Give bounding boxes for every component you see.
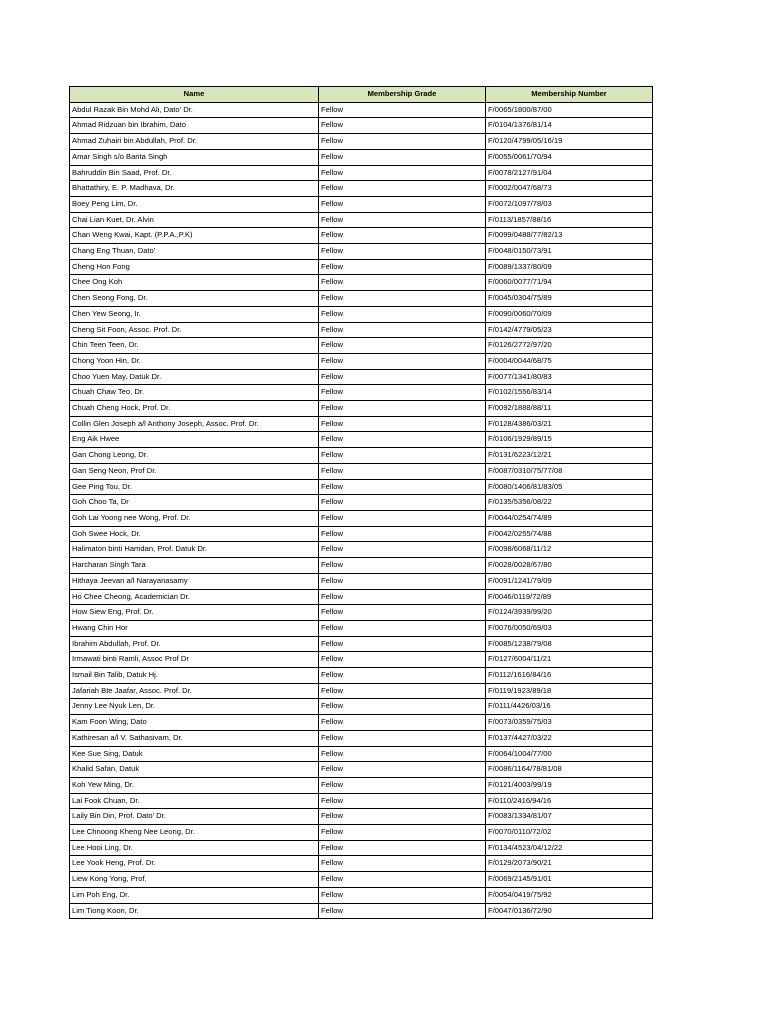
member-name-cell: Lim Poh Eng, Dr. [70,887,319,903]
table-row [70,259,653,275]
member-name-cell: Irmawati binti Ramli, Assoc Prof Dr [70,652,319,668]
membership-number-cell: F/0137/4427/03/22 [486,730,653,746]
membership-grade-cell: Fellow [319,118,486,134]
member-name-cell: Goh Swee Hock, Dr. [70,526,319,542]
member-name-cell: Liew Kong Yong, Prof. [70,872,319,888]
member-name-cell: Lee Hooi Ling, Dr. [70,840,319,856]
table-row [70,416,653,432]
table-row [70,620,653,636]
member-name-cell: Chen Yew Seong, Ir. [70,306,319,322]
membership-grade-cell: Fellow [319,432,486,448]
membership-number-cell: F/0046/0119/72/89 [486,589,653,605]
table-row [70,636,653,652]
member-name-cell: Kee Sue Sing, Datuk [70,746,319,762]
membership-number-cell: F/0054/0419/75/92 [486,887,653,903]
table-row [70,149,653,165]
table-row [70,401,653,417]
membership-number-cell: F/0042/0255/74/88 [486,526,653,542]
membership-grade-cell: Fellow [319,385,486,401]
membership-grade-cell: Fellow [319,699,486,715]
member-name-cell: Eng Aik Hwee [70,432,319,448]
membership-grade-cell: Fellow [319,275,486,291]
membership-number-cell: F/0135/5356/08/22 [486,495,653,511]
membership-grade-cell: Fellow [319,244,486,260]
membership-grade-cell: Fellow [319,510,486,526]
member-name-cell: Laily Bin Din, Prof. Dato' Dr. [70,809,319,825]
membership-number-cell: F/0126/2772/97/20 [486,338,653,354]
table-row [70,306,653,322]
membership-grade-cell: Fellow [319,181,486,197]
column-header-number: Membership Number [486,87,653,103]
table-row [70,699,653,715]
table-row [70,558,653,574]
member-name-cell: Choo Yuen May, Datuk Dr. [70,369,319,385]
member-name-cell: Chuah Chaw Teo, Dr. [70,385,319,401]
table-row [70,322,653,338]
member-name-cell: Chee Ong Koh [70,275,319,291]
membership-grade-cell: Fellow [319,652,486,668]
membership-number-cell: F/0004/0044/68/75 [486,353,653,369]
member-name-cell: Ibrahim Abdullah, Prof. Dr. [70,636,319,652]
table-row [70,165,653,181]
member-name-cell: Abdul Razak Bin Mohd Ali, Dato' Dr. [70,102,319,118]
member-name-cell: Jenny Lee Nyuk Len, Dr. [70,699,319,715]
table-row [70,134,653,150]
membership-number-cell: F/0099/0488/77/82/13 [486,228,653,244]
table-row [70,589,653,605]
member-name-cell: Cheng Sit Foon, Assoc. Prof. Dr. [70,322,319,338]
membership-grade-cell: Fellow [319,558,486,574]
table-row [70,510,653,526]
membership-number-cell: F/0072/1097/78/03 [486,196,653,212]
table-row [70,903,653,919]
table-row [70,683,653,699]
table-row [70,605,653,621]
membership-number-cell: F/0086/1164/78/81/08 [486,762,653,778]
membership-grade-cell: Fellow [319,730,486,746]
table-row [70,338,653,354]
table-row [70,244,653,260]
membership-number-cell: F/0078/2127/91/04 [486,165,653,181]
table-row [70,353,653,369]
membership-grade-cell: Fellow [319,526,486,542]
column-header-grade: Membership Grade [319,87,486,103]
table-row [70,228,653,244]
membership-number-cell: F/0083/1334/81/07 [486,809,653,825]
member-name-cell: Chong Yoon Hin, Dr. [70,353,319,369]
table-row [70,715,653,731]
membership-number-cell: F/0028/0028/67/80 [486,558,653,574]
membership-number-cell: F/0142/4779/05/23 [486,322,653,338]
membership-grade-cell: Fellow [319,463,486,479]
table-row [70,291,653,307]
membership-number-cell: F/0073/0359/75/03 [486,715,653,731]
membership-grade-cell: Fellow [319,134,486,150]
membership-number-cell: F/0120/4799/05/16/19 [486,134,653,150]
membership-grade-cell: Fellow [319,212,486,228]
table-row [70,385,653,401]
membership-grade-cell: Fellow [319,542,486,558]
member-name-cell: Chen Seong Fong, Dr. [70,291,319,307]
membership-number-cell: F/0112/1616/84/16 [486,668,653,684]
table-row [70,840,653,856]
membership-number-cell: F/0087/0310/75/77/08 [486,463,653,479]
member-name-cell: Chin Teen Teen, Dr. [70,338,319,354]
membership-number-cell: F/0110/2416/94/16 [486,793,653,809]
membership-grade-cell: Fellow [319,636,486,652]
membership-grade-cell: Fellow [319,149,486,165]
member-name-cell: Hithaya Jeevan a/l Narayanasamy [70,573,319,589]
table-row [70,275,653,291]
membership-number-cell: F/0121/4003/99/19 [486,777,653,793]
membership-number-cell: F/0070/0110/72/02 [486,825,653,841]
membership-number-cell: F/0102/1556/83/14 [486,385,653,401]
membership-grade-cell: Fellow [319,825,486,841]
member-name-cell: Hwang Chin Hor [70,620,319,636]
table-row [70,762,653,778]
membership-number-cell: F/0055/0061/70/94 [486,149,653,165]
membership-grade-cell: Fellow [319,840,486,856]
member-name-cell: Lee Chnoong Kheng Nee Leong, Dr. [70,825,319,841]
membership-grade-cell: Fellow [319,102,486,118]
membership-grade-cell: Fellow [319,715,486,731]
table-row [70,825,653,841]
membership-grade-cell: Fellow [319,793,486,809]
membership-grade-cell: Fellow [319,573,486,589]
membership-grade-cell: Fellow [319,605,486,621]
member-name-cell: Lim Tiong Koon, Dr. [70,903,319,919]
member-name-cell: Ismail Bin Talib, Datuk Hj. [70,668,319,684]
table-row [70,369,653,385]
member-name-cell: Chuah Cheng Hock, Prof. Dr. [70,401,319,417]
membership-number-cell: F/0129/2073/90/21 [486,856,653,872]
member-name-cell: Chan Weng Kwai, Kapt. (P.P.A.,P.K) [70,228,319,244]
membership-number-cell: F/0119/1923/89/18 [486,683,653,699]
membership-number-cell: F/0124/3939/99/20 [486,605,653,621]
membership-number-cell: F/0064/1004/77/00 [486,746,653,762]
membership-number-cell: F/0080/1406/81/83/05 [486,479,653,495]
member-name-cell: Cheng Hon Fong [70,259,319,275]
table-row [70,196,653,212]
membership-number-cell: F/0047/0136/72/90 [486,903,653,919]
membership-number-cell: F/0065/1800/87/00 [486,102,653,118]
membership-number-cell: F/0098/6068/11/12 [486,542,653,558]
member-name-cell: Lai Fook Chuan, Dr. [70,793,319,809]
membership-grade-cell: Fellow [319,620,486,636]
membership-grade-cell: Fellow [319,338,486,354]
header-row [70,87,653,103]
membership-grade-cell: Fellow [319,448,486,464]
member-name-cell: Bahruddin Bin Saad, Prof. Dr. [70,165,319,181]
table-row [70,479,653,495]
membership-grade-cell: Fellow [319,746,486,762]
membership-number-cell: F/0076/0050/69/03 [486,620,653,636]
member-name-cell: Halimaton binti Hamdan, Prof. Datuk Dr. [70,542,319,558]
membership-grade-cell: Fellow [319,416,486,432]
member-name-cell: Goh Lai Yoong nee Wong, Prof. Dr. [70,510,319,526]
membership-number-cell: F/0077/1341/80/83 [486,369,653,385]
member-name-cell: Khalid Safan, Datuk [70,762,319,778]
member-name-cell: Jafariah Bte Jaafar, Assoc. Prof. Dr. [70,683,319,699]
member-name-cell: How Siew Eng, Prof. Dr. [70,605,319,621]
table-row [70,573,653,589]
member-name-cell: Boey Peng Lim, Dr. [70,196,319,212]
membership-number-cell: F/0092/1888/88/11 [486,401,653,417]
membership-number-cell: F/0104/1376/81/14 [486,118,653,134]
table-row [70,118,653,134]
member-name-cell: Amar Singh s/o Banta Singh [70,149,319,165]
membership-number-cell: F/0113/1857/88/16 [486,212,653,228]
membership-grade-cell: Fellow [319,259,486,275]
member-name-cell: Bhattathiry, E. P. Madhava, Dr. [70,181,319,197]
member-name-cell: Kam Foon Wing, Dato [70,715,319,731]
table-row [70,102,653,118]
membership-number-cell: F/0048/0150/73/91 [486,244,653,260]
table-row [70,495,653,511]
member-name-cell: Goh Choo Ta, Dr [70,495,319,511]
table-row [70,746,653,762]
membership-number-cell: F/0090/0060/70/09 [486,306,653,322]
table-row [70,730,653,746]
membership-number-cell: F/0106/1929/89/15 [486,432,653,448]
member-name-cell: Ho Chee Cheong, Academician Dr. [70,589,319,605]
member-name-cell: Lee Yook Heng, Prof. Dr. [70,856,319,872]
membership-grade-cell: Fellow [319,369,486,385]
membership-grade-cell: Fellow [319,165,486,181]
table-row [70,809,653,825]
membership-grade-cell: Fellow [319,903,486,919]
membership-number-cell: F/0069/2145/91/01 [486,872,653,888]
membership-number-cell: F/0111/4426/03/16 [486,699,653,715]
membership-grade-cell: Fellow [319,668,486,684]
membership-number-cell: F/0091/1241/79/09 [486,573,653,589]
membership-grade-cell: Fellow [319,589,486,605]
member-name-cell: Kathiresan a/l V. Sathasivam, Dr. [70,730,319,746]
membership-number-cell: F/0127/6004/11/21 [486,652,653,668]
membership-number-cell: F/0134/4523/04/12/22 [486,840,653,856]
table-row [70,887,653,903]
membership-grade-cell: Fellow [319,322,486,338]
membership-grade-cell: Fellow [319,401,486,417]
membership-number-cell: F/0128/4386/03/21 [486,416,653,432]
membership-grade-cell: Fellow [319,228,486,244]
membership-number-cell: F/0044/0254/74/89 [486,510,653,526]
membership-grade-cell: Fellow [319,479,486,495]
table-row [70,526,653,542]
membership-grade-cell: Fellow [319,353,486,369]
membership-grade-cell: Fellow [319,683,486,699]
membership-number-cell: F/0085/1238/79/08 [486,636,653,652]
table-row [70,652,653,668]
membership-grade-cell: Fellow [319,777,486,793]
member-name-cell: Koh Yew Ming, Dr. [70,777,319,793]
membership-grade-cell: Fellow [319,887,486,903]
member-name-cell: Gee Ping Tou, Dr. [70,479,319,495]
membership-grade-cell: Fellow [319,856,486,872]
membership-grade-cell: Fellow [319,762,486,778]
table-row [70,448,653,464]
table-row [70,668,653,684]
member-name-cell: Gan Seng Neon, Prof Dr. [70,463,319,479]
table-row [70,872,653,888]
member-name-cell: Harcharan Singh Tara [70,558,319,574]
table-row [70,777,653,793]
membership-table [69,86,653,919]
table-row [70,181,653,197]
membership-number-cell: F/0089/1337/80/09 [486,259,653,275]
table-row [70,463,653,479]
membership-grade-cell: Fellow [319,196,486,212]
membership-number-cell: F/0060/0077/71/94 [486,275,653,291]
table-row [70,432,653,448]
member-name-cell: Ahmad Zuhairi bin Abdullah, Prof. Dr. [70,134,319,150]
member-name-cell: Gan Chong Leong, Dr. [70,448,319,464]
member-name-cell: Chai Lian Kuet, Dr. Alvin [70,212,319,228]
membership-grade-cell: Fellow [319,809,486,825]
table-row [70,542,653,558]
member-name-cell: Ahmad Ridzuan bin Ibrahim, Dato [70,118,319,134]
membership-grade-cell: Fellow [319,291,486,307]
membership-grade-cell: Fellow [319,495,486,511]
member-name-cell: Collin Glen Joseph a/l Anthony Joseph, Assoc. Prof. Dr. [70,416,319,432]
member-name-cell: Chang Eng Thuan, Dato' [70,244,319,260]
membership-number-cell: F/0131/6223/12/21 [486,448,653,464]
table-row [70,793,653,809]
membership-number-cell: F/0002/0047/68/73 [486,181,653,197]
membership-number-cell: F/0045/0304/75/89 [486,291,653,307]
membership-grade-cell: Fellow [319,872,486,888]
table-row [70,856,653,872]
table-row [70,212,653,228]
membership-grade-cell: Fellow [319,306,486,322]
column-header-name: Name [70,87,319,103]
